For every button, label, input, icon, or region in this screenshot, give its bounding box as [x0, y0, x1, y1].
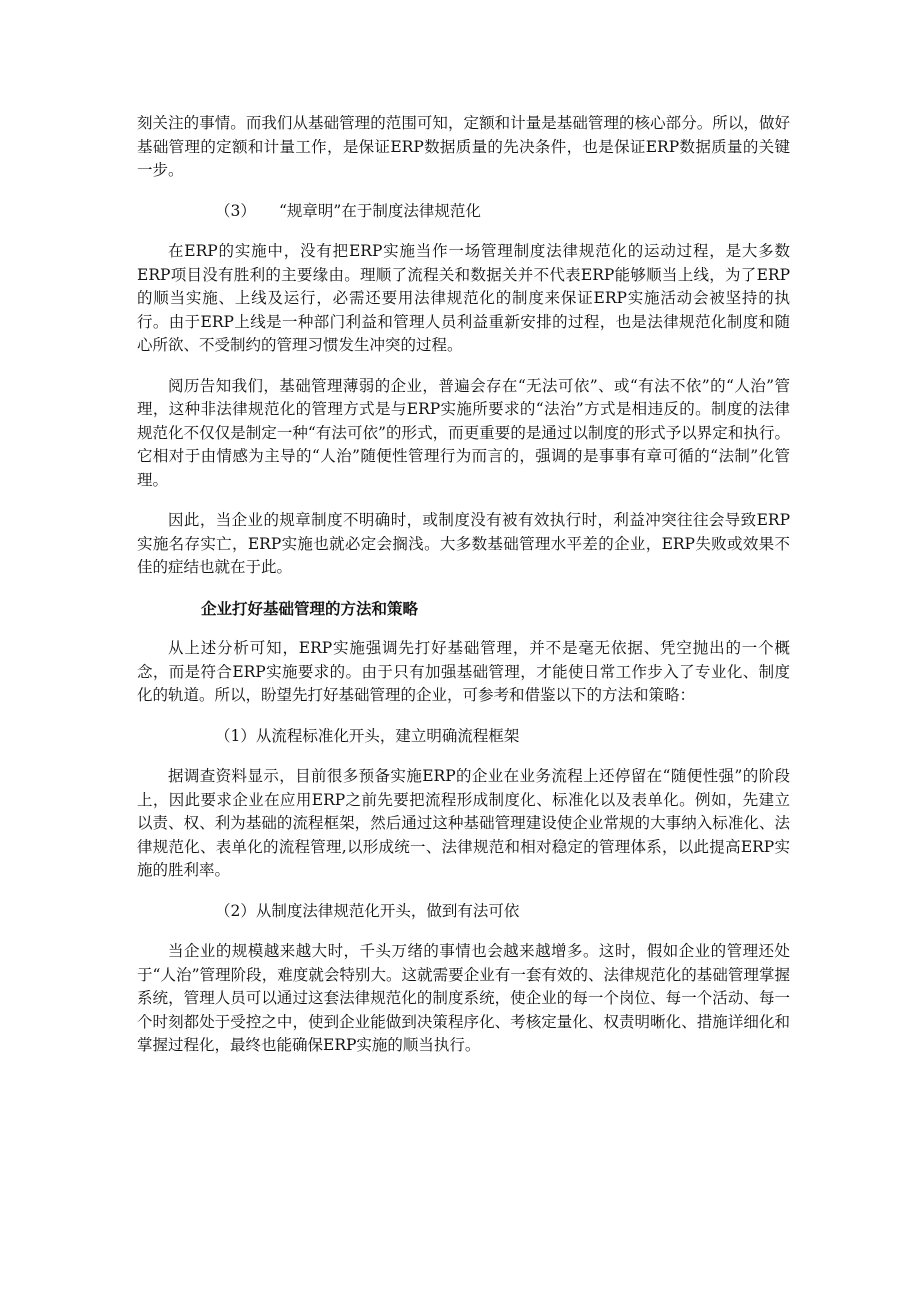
heading-3: [137, 200, 790, 224]
paragraph-continuation: 刻关注的事情。而我们从基础管理的范围可知，定额和计量是基础管理的核心部分。所以，做好基础管理的定额和计量工作，是保证ERP数据质量的先决条件，也是保证ERP数据质量的关键一步。: [137, 114, 790, 179]
paragraph-analysis: 从上述分析可知，ERP实施强调先打好基础管理，并不是毫无依据、凭空抛出的一个概念，而是符合ERP实施要求的。由于只有加强基础管理，才能使日常工作步入了专业化、制度化的轨道。所以，盼望先打好基础管理的企业，可参考和借鉴以下的方法和策略：: [137, 639, 790, 704]
heading-2: （2）从制度法律规范化开头，做到有法可依: [215, 901, 520, 920]
document-page: [137, 112, 790, 1058]
paragraph-therefore: 因此，当企业的规章制度不明确时，或制度没有被有效执行时，利益冲突往往会导致ERP实施名存实亡，ERP实施也就必定会搁浅。大多数基础管理水平差的企业，ERP失败或效果不佳的症结也就在于此。: [137, 511, 790, 576]
paragraph-erp-implementation: 在ERP的实施中，没有把ERP实施当作一场管理制度法律规范化的运动过程，是大多数ERP项目没有胜利的主要缘由。理顺了流程关和数据关并不代表ERP能够顺当上线，为了ERP的顺当实施、上线及运行，必需还要用法律规范化的制度来保证ERP实施活动会被坚持的执行。由于ERP上线是一种部门利益和管理人员利益重新安排的过程，也是法律规范化制度和随心所欲、不受制约的管理习惯发生冲突的过程。: [137, 242, 790, 354]
section-title: 企业打好基础管理的方法和策略: [201, 598, 419, 618]
heading-3-number: （3）: [215, 201, 256, 220]
paragraph-experience: 阅历告知我们，基础管理薄弱的企业，普遍会存在“无法可依”、或“有法不依”的“人治”管理，这种非法律规范化的管理方式是与ERP实施所要求的“法治”方式是相违反的。制度的法律规范化不仅仅是制定一种“有法可依”的形式，而更重要的是通过以制度的形式予以界定和执行。它相对于由情感为主导的“人治”随便性管理行为而言的，强调的是事事有章可循的“法制”化管理。: [137, 376, 790, 489]
paragraph-survey: 据调查资料显示，目前很多预备实施ERP的企业在业务流程上还停留在“随便性强”的阶段上，因此要求企业在应用ERP之前先要把流程形成制度化、标准化以及表单化。例如，先建立以责、权、利为基础的流程框架，然后通过这种基础管理建设使企业常规的大事纳入标准化、法律规范化、表单化的流程管理,以形成统一、法律规范和相对稳定的管理体系，以此提高ERP实施的胜利率。: [137, 767, 790, 879]
paragraph-scale: 当企业的规模越来越大时，千头万绪的事情也会越来越增多。这时，假如企业的管理还处于“人治”管理阶段，难度就会特别大。这就需要企业有一套有效的、法律规范化的基础管理掌握系统，管理人员可以通过这套法律规范化的制度系统，使企业的每一个岗位、每一个活动、每一个时刻都处于受控之中，使到企业能做到决策程序化、考核定量化、权责明晰化、措施详细化和掌握过程化，最终也能确保ERP实施的顺当执行。: [137, 942, 790, 1054]
heading-1: （1）从流程标准化开头，建立明确流程框架: [215, 726, 520, 745]
heading-3-text: “规章明”在于制度法律规范化: [279, 201, 481, 220]
